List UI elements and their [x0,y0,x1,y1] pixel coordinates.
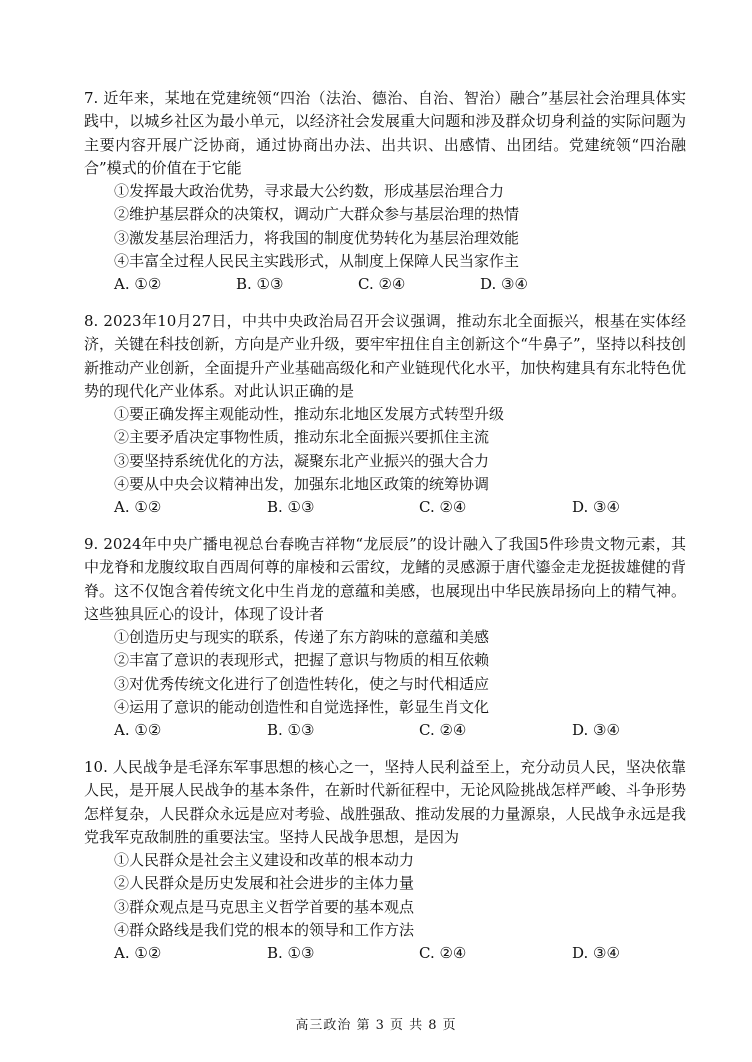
question-stem: 10. 人民战争是毛泽东军事思想的核心之一，坚持人民利益至上，充分动员人民，坚决依靠人民，是开展人民战争的基本条件，在新时代新征程中，无论风险挑战怎样严峻、斗争形势怎样复杂，人民群众永远是应对考验、战胜强敌、推动发展的力量源泉，人民战争永远是我党我军克敌制胜的重要法宝。坚持人民战争思想，是因为 [84,758,686,846]
option-4: ④要从中央会议精神出发，加强东北地区政策的统筹协调 [114,475,490,494]
option-1: ①创造历史与现实的联系，传递了东方韵味的意蕴和美感 [114,628,490,647]
answer-choices [84,719,686,742]
choice-c: C. ②④ [419,944,467,963]
choice-b: B. ①③ [267,944,315,963]
choice-b: B. ①③ [267,721,315,740]
option-3: ③群众观点是马克思主义哲学首要的基本观点 [114,897,415,916]
question-9 [84,533,686,743]
choice-a: A. ①② [114,498,162,517]
choice-a: A. ①② [114,721,162,740]
answer-choices [84,273,686,296]
choice-a: A. ①② [114,275,162,294]
option-1: ①发挥最大政治优势，寻求最大公约数，形成基层治理合力 [114,182,505,201]
question-7 [84,87,686,297]
choice-a: A. ①② [114,944,162,963]
option-4: ④丰富全过程人民民主实践形式，从制度上保障人民当家作主 [114,252,520,271]
choice-d: D. ③④ [572,498,620,517]
choice-d: D. ③④ [480,275,528,294]
option-3: ③激发基层治理活力，将我国的制度优势转化为基层治理效能 [114,228,520,247]
choice-d: D. ③④ [572,944,620,963]
option-1: ①要正确发挥主观能动性，推动东北地区发展方式转型升级 [114,405,505,424]
option-3: ③要坚持系统优化的方法，凝聚东北产业振兴的强大合力 [114,451,490,470]
question-stem: 8. 2023年10月27日，中共中央政治局召开会议强调，推动东北全面振兴，根基在实体经济，关键在科技创新，方向是产业升级，要牢牢扭住自主创新这个“牛鼻子”，坚持以科技创新推动产业创新，全面提升产业基础高级化和产业链现代化水平，加快构建具有东北特色优势的现代化产业体系。对此认识正确的是 [84,312,686,400]
option-2: ②丰富了意识的表现形式，把握了意识与物质的相互依赖 [114,651,490,670]
question-stem: 7. 近年来，某地在党建统领“四治（法治、德治、自治、智治）融合”基层社会治理具体实践中，以城乡社区为最小单元，以经济社会发展重大问题和涉及群众切身利益的实际问题为主要内容开展广泛协商，通过协商出办法、出共识、出感情、出团结。党建统领“四治融合”模式的价值在于它能 [84,89,686,177]
answer-choices [84,496,686,519]
choice-b: B. ①③ [236,275,284,294]
option-1: ①人民群众是社会主义建设和改革的根本动力 [114,851,415,870]
choice-c: C. ②④ [419,721,467,740]
option-3: ③对优秀传统文化进行了创造性转化，使之与时代相适应 [114,674,490,693]
choice-c: C. ②④ [358,275,406,294]
option-4: ④运用了意识的能动创造性和自觉选择性，彰显生肖文化 [114,698,490,717]
choice-c: C. ②④ [419,498,467,517]
option-2: ②维护基层群众的决策权，调动广大群众参与基层治理的热情 [114,205,520,224]
page-footer: 高三政治 第 3 页 共 8 页 [295,1018,457,1033]
question-8 [84,310,686,520]
question-10 [84,756,686,966]
choice-d: D. ③④ [572,721,620,740]
question-stem: 9. 2024年中央广播电视总台春晚吉祥物“龙辰辰”的设计融入了我国5件珍贵文物元素，其中龙脊和龙腹纹取自西周何尊的扉棱和云雷纹，龙鳍的灵感源于唐代鎏金走龙挺拔雄健的背脊。这不仅饱含着传统文化中生肖龙的意蕴和美感，也展现出中华民族昂扬向上的精气神。这些独具匠心的设计，体现了设计者 [84,535,686,623]
answer-choices [84,942,686,965]
option-2: ②人民群众是历史发展和社会进步的主体力量 [114,874,415,893]
choice-b: B. ①③ [267,498,315,517]
option-2: ②主要矛盾决定事物性质，推动东北全面振兴要抓住主流 [114,428,490,447]
option-4: ④群众路线是我们党的根本的领导和工作方法 [114,921,415,940]
